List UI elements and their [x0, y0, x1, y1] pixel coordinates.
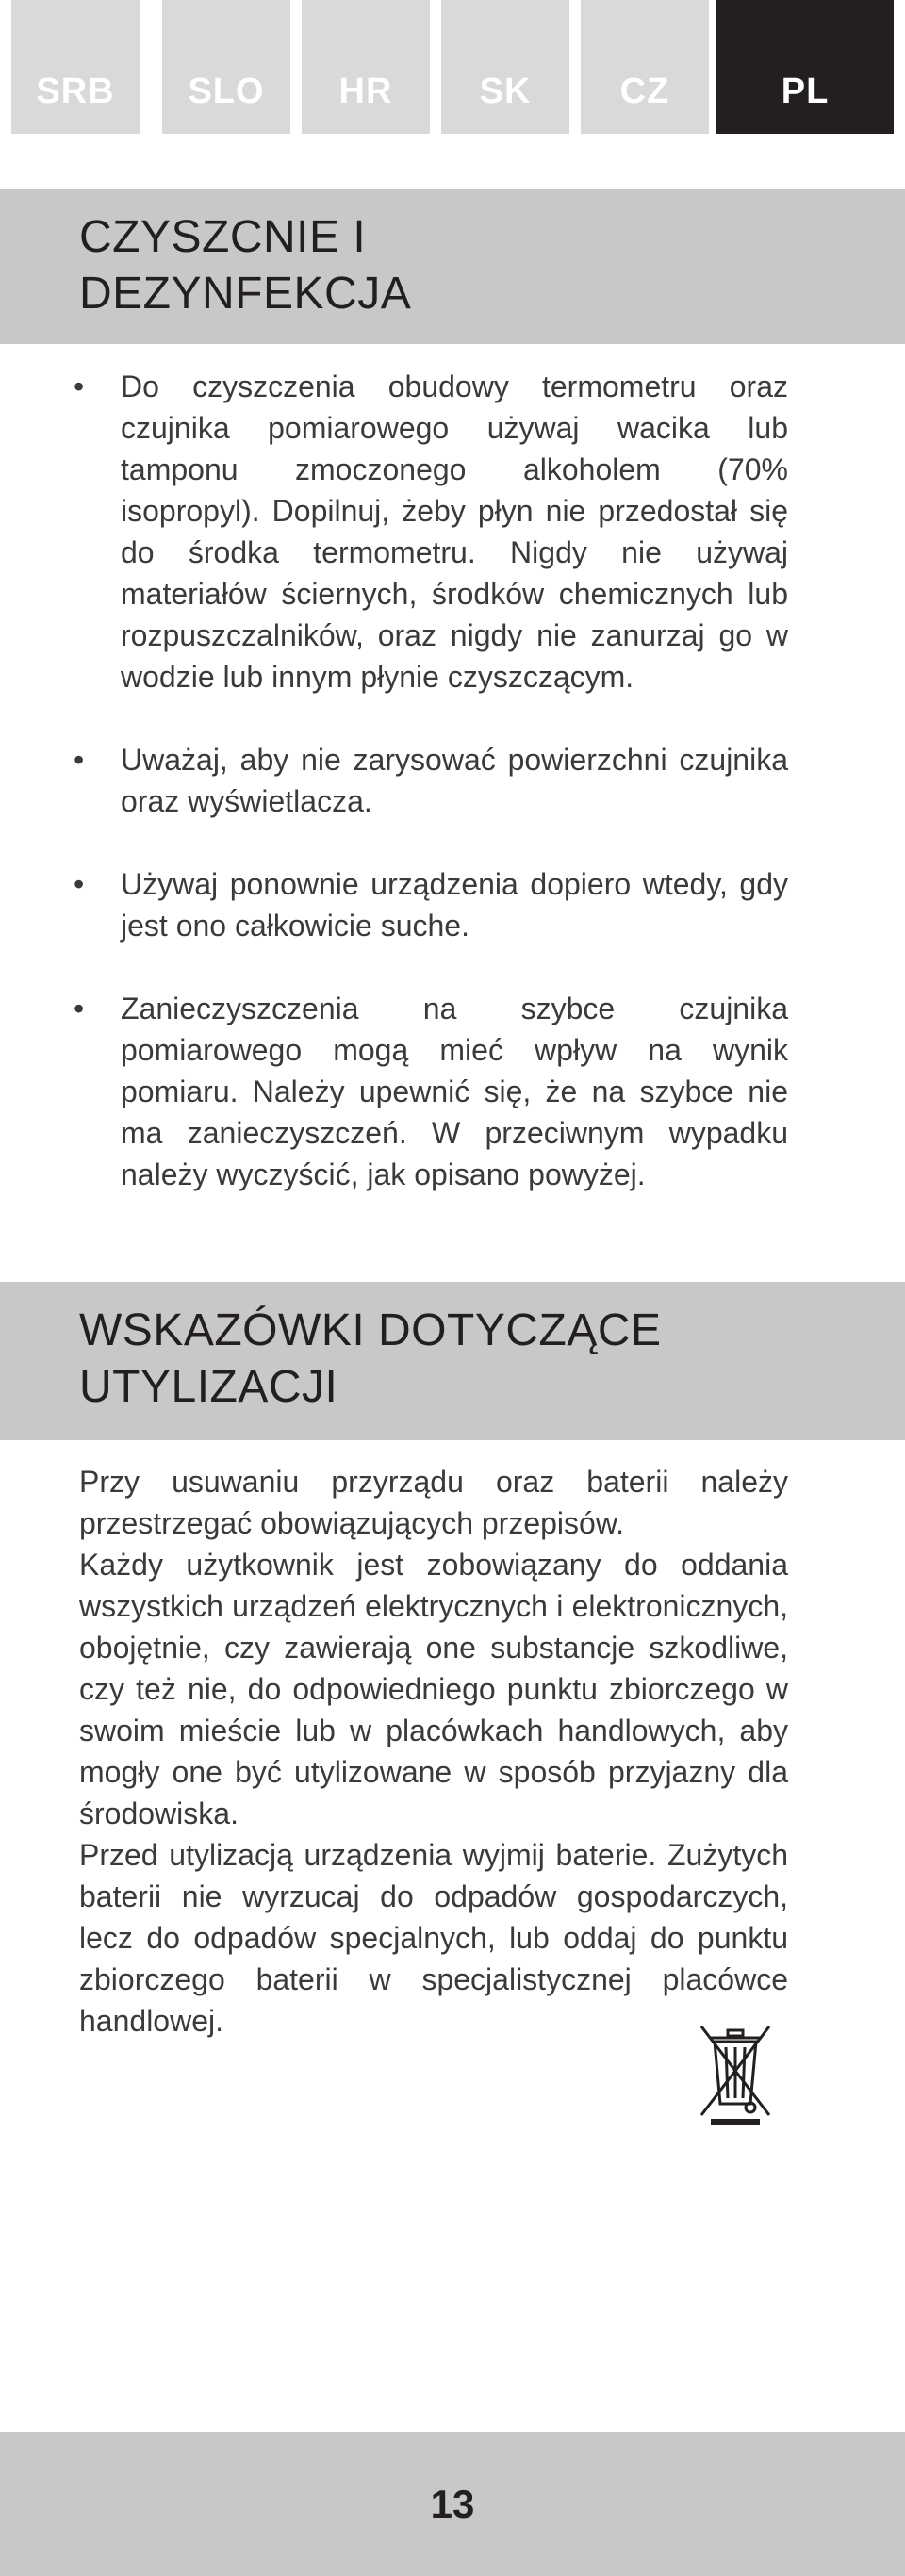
list-item-text: Zanieczyszczenia na szybce czujnika pomiarowego mogą mieć wpływ na wynik pomiaru. Należy upewnić się, że na szybce nie ma zanieczyszczeń. W przeciwnym wypadku należy wyczyścić, jak opisano powyżej.: [121, 992, 788, 1191]
disposal-title-line2: UTYLIZACJI: [79, 1362, 338, 1412]
list-item-text: Uważaj, aby nie zarysować powierzchni czujnika oraz wyświetlacza.: [121, 743, 788, 818]
cleaning-bullet-list: [74, 366, 788, 1237]
disposal-paragraph-2: Każdy użytkownik jest zobowiązany do oddania wszystkich urządzeń elektrycznych i elektronicznych, obojętnie, czy zawierają one substancje szkodliwe, czy też nie, do odpowiedniego punktu zbiorczego w swoim mieście lub w placówkach handlowych, aby mogły one być utylizowane w sposób przyjazny dla środowiska.: [79, 1548, 788, 1830]
list-item-text: Używaj ponownie urządzenia dopiero wtedy, gdy jest ono całkowicie suche.: [121, 867, 788, 943]
tab-sk[interactable]: SK: [441, 0, 569, 134]
tab-hr[interactable]: HR: [302, 0, 430, 134]
list-item: [74, 863, 788, 946]
cleaning-title-line1: CZYSZCNIE I: [79, 212, 367, 262]
disposal-paragraph: [79, 1461, 788, 2042]
bullet-icon: •: [74, 867, 85, 901]
page-number: 13: [430, 2481, 475, 2526]
crossed-out-wheelie-bin-icon: [694, 2017, 777, 2128]
disposal-title-line1: WSKAZÓWKI DOTYCZĄCE: [79, 1305, 662, 1355]
list-item: [74, 366, 788, 697]
disposal-paragraph-3: Przed utylizacją urządzenia wyjmij baterie. Zużytych baterii nie wyrzucaj do odpadów gospodarczych, lecz do odpadów specjalnych, lub oddaj do punktu zbiorczego baterii w specjalistycznej placówce handlowej.: [79, 1838, 788, 2038]
disposal-section-header: [0, 1282, 905, 1440]
bullet-icon: •: [74, 992, 85, 1025]
cleaning-title: [79, 209, 905, 322]
disposal-title: [79, 1303, 905, 1416]
tab-slo[interactable]: SLO: [162, 0, 290, 134]
bullet-icon: •: [74, 369, 85, 403]
cleaning-section-header: [0, 189, 905, 344]
page-footer: [0, 2432, 905, 2576]
bullet-icon: •: [74, 743, 85, 777]
tab-cz[interactable]: CZ: [581, 0, 709, 134]
disposal-paragraph-1: Przy usuwaniu przyrządu oraz baterii należy przestrzegać obowiązujących przepisów.: [79, 1465, 788, 1540]
tab-srb[interactable]: SRB: [11, 0, 140, 134]
list-item: [74, 739, 788, 822]
list-item-text: Do czyszczenia obudowy termometru oraz czujnika pomiarowego używaj wacika lub tamponu zmoczonego alkoholem (70% isopropyl). Dopilnuj, żeby płyn nie przedostał się do środka termometru. Nigdy nie używaj materiałów ściernych, środków chemicznych lub rozpuszczalników, oraz nigdy nie zanurzaj go w wodzie lub innym płynie czyszczącym.: [121, 369, 788, 694]
language-tabs: [11, 0, 894, 134]
cleaning-title-line2: DEZYNFEKCJA: [79, 269, 412, 319]
list-item: [74, 988, 788, 1195]
tab-pl[interactable]: PL: [716, 0, 894, 134]
